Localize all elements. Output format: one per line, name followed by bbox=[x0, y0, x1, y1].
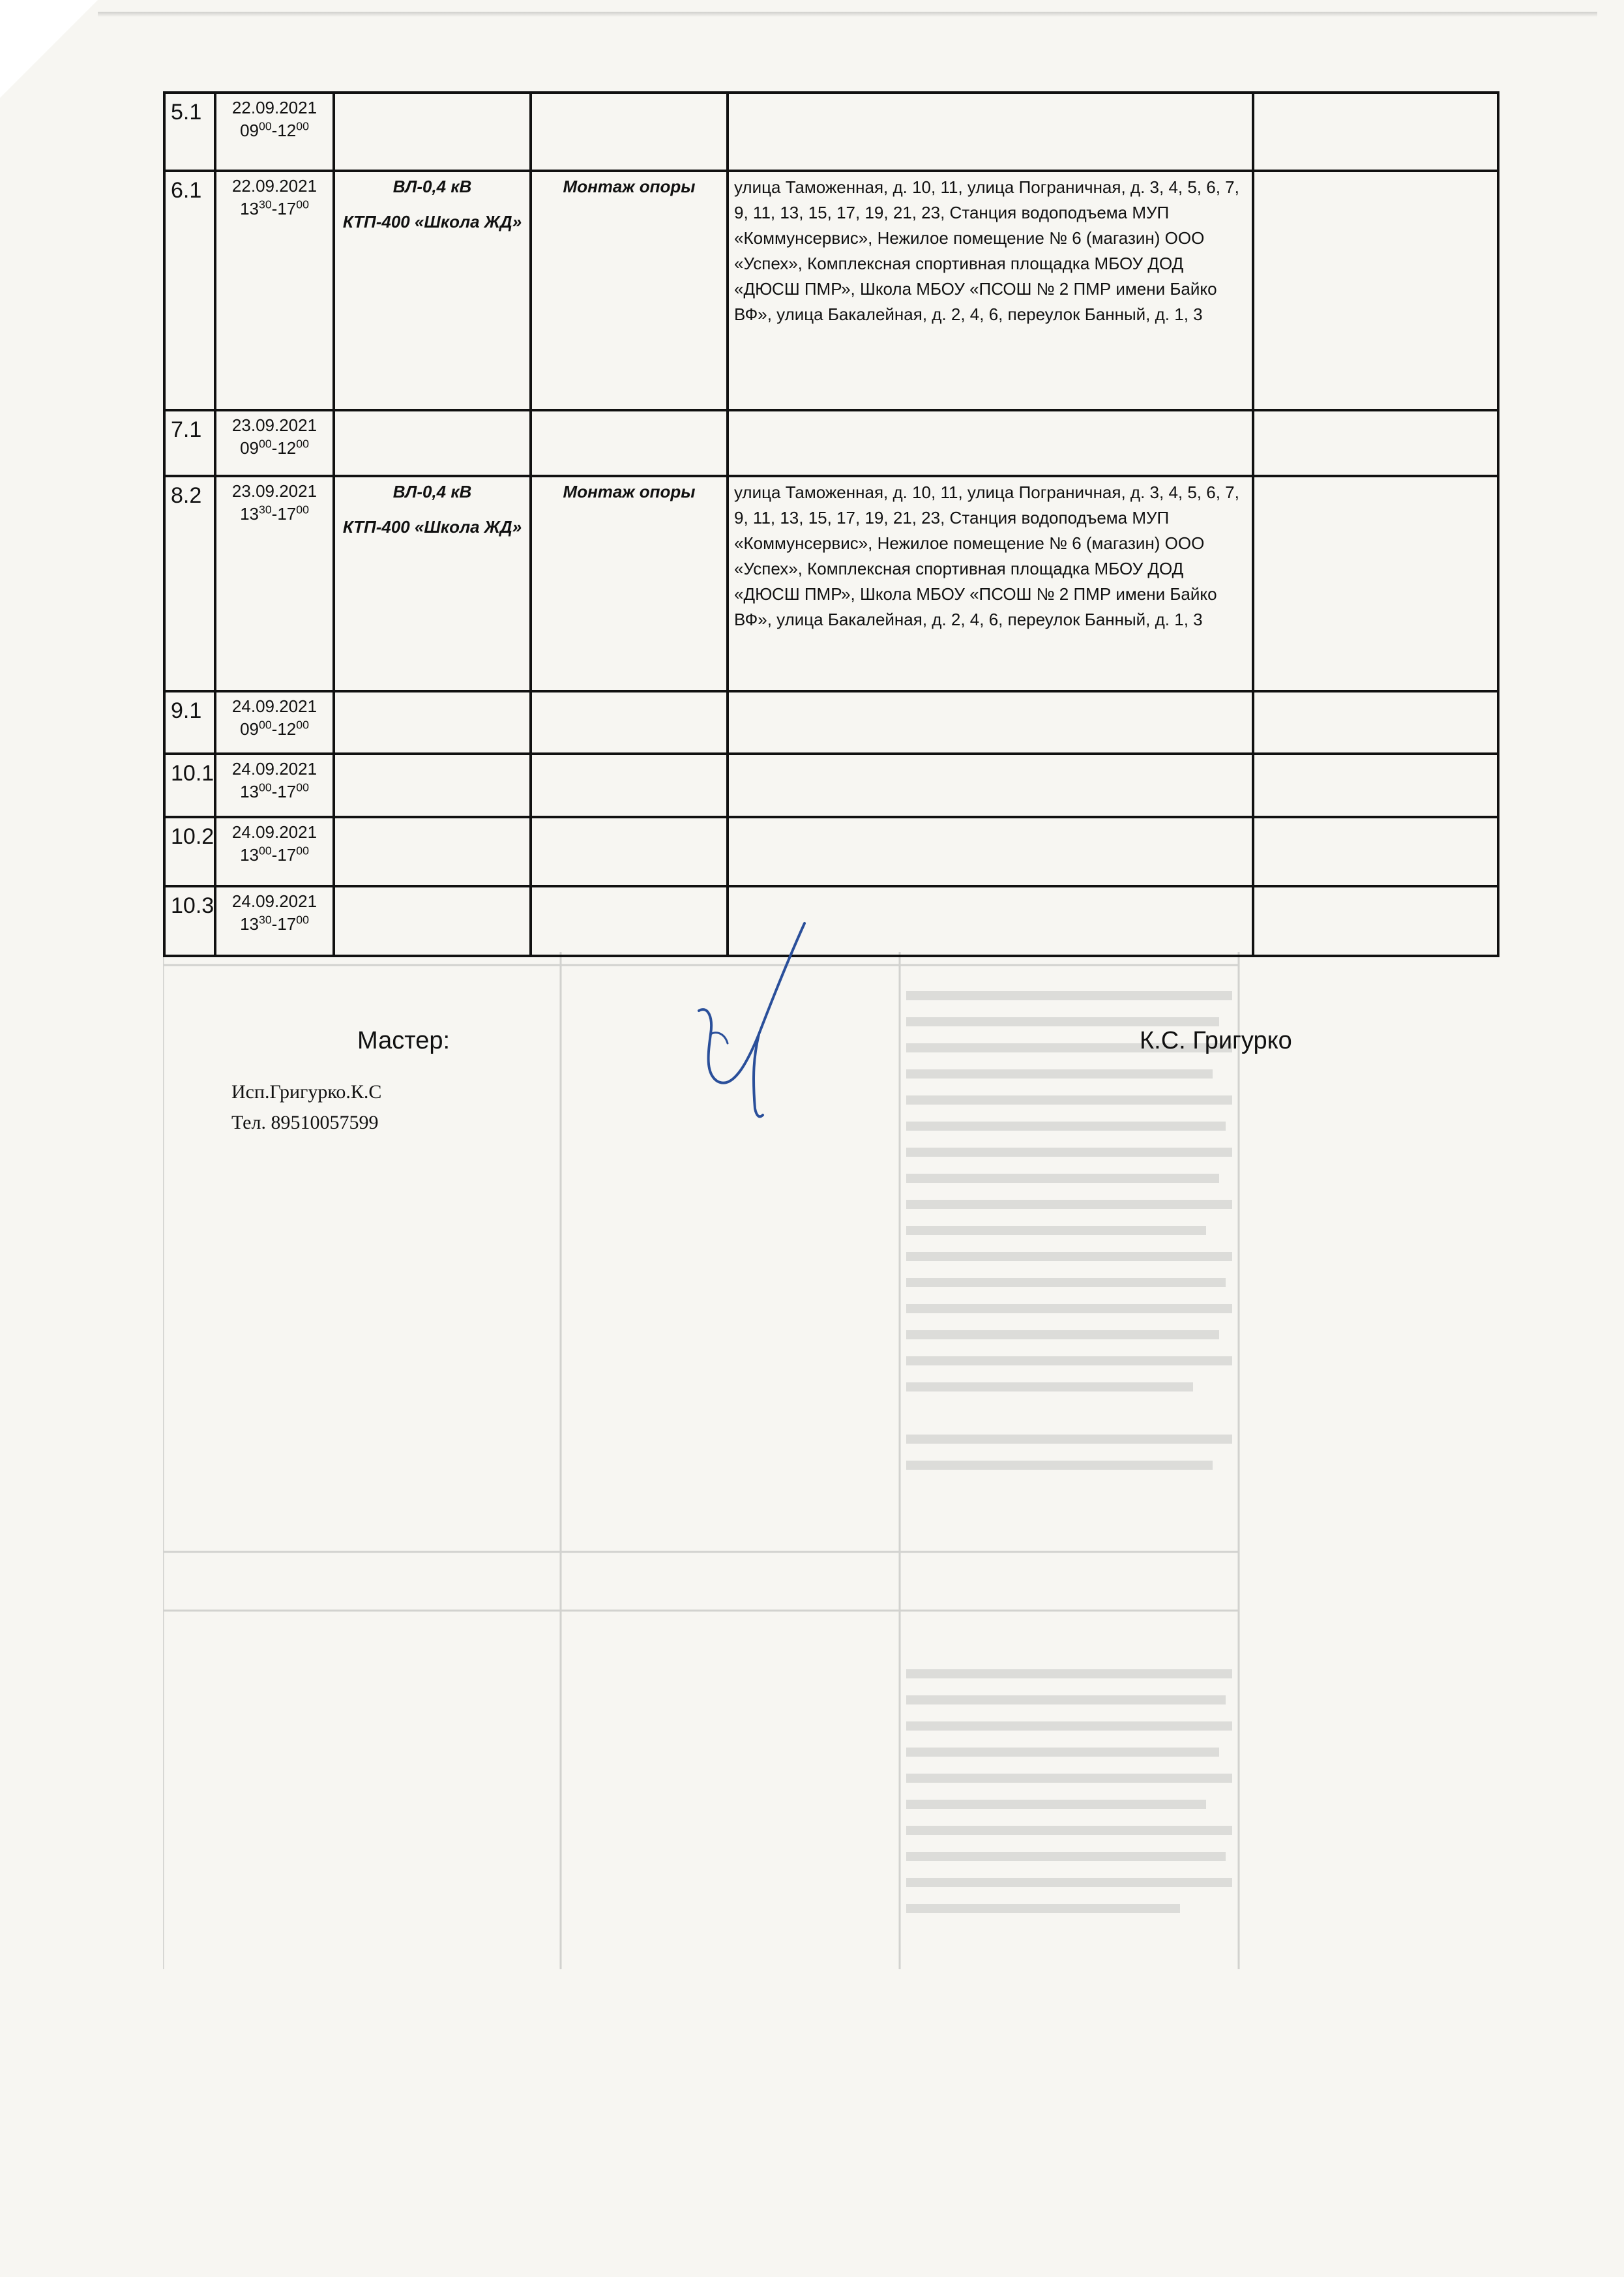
date-time-cell bbox=[215, 817, 334, 886]
row-date: 24.09.2021 bbox=[231, 759, 317, 779]
time-end-minutes: 00 bbox=[296, 503, 309, 516]
notes-cell bbox=[1253, 93, 1498, 171]
time-end: -17 bbox=[271, 782, 297, 802]
row-number: 8.2 bbox=[164, 476, 215, 691]
time-start-minutes: 30 bbox=[259, 503, 272, 516]
object-cell bbox=[334, 754, 531, 817]
time-start: 13 bbox=[240, 504, 259, 524]
time-end: -12 bbox=[271, 121, 297, 141]
row-date: 24.09.2021 bbox=[231, 696, 317, 716]
date-time-cell bbox=[215, 410, 334, 476]
table-row bbox=[164, 410, 1498, 476]
table-row bbox=[164, 476, 1498, 691]
row-number: 9.1 bbox=[164, 691, 215, 754]
time-end-minutes: 00 bbox=[296, 844, 309, 857]
object-line: ВЛ-0,4 кВ bbox=[392, 177, 472, 196]
table-row bbox=[164, 754, 1498, 817]
object-cell bbox=[334, 691, 531, 754]
affected-addresses bbox=[728, 754, 1253, 817]
row-number: 10.3 bbox=[164, 886, 215, 956]
affected-addresses bbox=[728, 817, 1253, 886]
time-start: 13 bbox=[240, 845, 259, 865]
affected-addresses: улица Таможенная, д. 10, 11, улица Пограничная, д. 3, 4, 5, 6, 7, 9, 11, 13, 15, 17, 19, 21, 23, Станция водоподъема МУП «Коммунсервис», Нежилое помещение № 6 (магазин) ООО «Успех», Комплексная спортивная площадка МБОУ ДОД «ДЮСШ ПМР», Школа МБОУ «ПСОШ № 2 ПМР имени Байко ВФ», улица Бакалейная, д. 2, 4, 6, переулок Банный, д. 1, 3 bbox=[728, 171, 1253, 410]
work-type bbox=[531, 410, 728, 476]
time-end-minutes: 00 bbox=[296, 198, 309, 211]
time-end-minutes: 00 bbox=[296, 437, 309, 451]
object-cell bbox=[334, 93, 531, 171]
date-time-cell bbox=[215, 476, 334, 691]
date-time-cell bbox=[215, 754, 334, 817]
time-start: 09 bbox=[240, 719, 259, 739]
work-type bbox=[531, 817, 728, 886]
time-start: 09 bbox=[240, 438, 259, 458]
time-start: 13 bbox=[240, 199, 259, 219]
time-end: -12 bbox=[271, 438, 297, 458]
object-cell bbox=[334, 476, 531, 691]
executor-info bbox=[231, 1077, 381, 1138]
affected-addresses bbox=[728, 93, 1253, 171]
time-end-minutes: 00 bbox=[296, 119, 309, 133]
time-start-minutes: 00 bbox=[259, 844, 272, 857]
row-time bbox=[222, 718, 327, 741]
object-cell bbox=[334, 817, 531, 886]
row-time bbox=[222, 844, 327, 867]
object-line: ВЛ-0,4 кВ bbox=[392, 482, 472, 501]
work-type: Монтаж опоры bbox=[531, 476, 728, 691]
object-cell bbox=[334, 886, 531, 956]
time-end: -17 bbox=[271, 845, 297, 865]
row-date: 23.09.2021 bbox=[231, 481, 317, 501]
substation-name: КТП-400 «Школа ЖД» bbox=[342, 516, 522, 537]
work-type bbox=[531, 691, 728, 754]
row-time bbox=[222, 198, 327, 220]
row-number: 10.2 bbox=[164, 817, 215, 886]
time-end-minutes: 00 bbox=[296, 913, 309, 927]
date-time-cell bbox=[215, 886, 334, 956]
time-end: -17 bbox=[271, 199, 297, 219]
row-date: 24.09.2021 bbox=[231, 891, 317, 911]
executor-name: Исп.Григурко.К.С bbox=[231, 1081, 382, 1103]
row-number: 5.1 bbox=[164, 93, 215, 171]
master-label: Мастер: bbox=[357, 1027, 450, 1054]
time-start: 13 bbox=[240, 782, 259, 802]
table-row bbox=[164, 93, 1498, 171]
row-date: 24.09.2021 bbox=[231, 822, 317, 842]
time-start-minutes: 00 bbox=[259, 718, 272, 732]
row-time bbox=[222, 913, 327, 936]
row-date: 23.09.2021 bbox=[231, 415, 317, 435]
work-type bbox=[531, 93, 728, 171]
table-row bbox=[164, 171, 1498, 410]
substation-name: КТП-400 «Школа ЖД» bbox=[342, 211, 522, 231]
date-time-cell bbox=[215, 171, 334, 410]
handwritten-signature bbox=[691, 919, 834, 1122]
notes-cell bbox=[1253, 476, 1498, 691]
executor-phone: Тел. 89510057599 bbox=[231, 1111, 379, 1133]
schedule-table bbox=[163, 91, 1499, 957]
master-name: К.С. Григурко bbox=[1140, 1027, 1292, 1054]
table-row bbox=[164, 691, 1498, 754]
object-cell bbox=[334, 410, 531, 476]
time-end: -17 bbox=[271, 504, 297, 524]
time-start-minutes: 00 bbox=[259, 119, 272, 133]
affected-addresses bbox=[728, 410, 1253, 476]
scan-edge-shadow bbox=[98, 12, 1597, 17]
row-time bbox=[222, 781, 327, 803]
date-time-cell bbox=[215, 93, 334, 171]
time-end-minutes: 00 bbox=[296, 718, 309, 732]
folded-corner bbox=[0, 0, 98, 98]
affected-addresses bbox=[728, 691, 1253, 754]
row-time bbox=[222, 437, 327, 460]
time-end-minutes: 00 bbox=[296, 781, 309, 794]
time-end: -17 bbox=[271, 914, 297, 934]
work-type: Монтаж опоры bbox=[531, 171, 728, 410]
affected-addresses: улица Таможенная, д. 10, 11, улица Пограничная, д. 3, 4, 5, 6, 7, 9, 11, 13, 15, 17, 19, 21, 23, Станция водоподъема МУП «Коммунсервис», Нежилое помещение № 6 (магазин) ООО «Успех», Комплексная спортивная площадка МБОУ ДОД «ДЮСШ ПМР», Школа МБОУ «ПСОШ № 2 ПМР имени Байко ВФ», улица Бакалейная, д. 2, 4, 6, переулок Банный, д. 1, 3 bbox=[728, 476, 1253, 691]
row-number: 6.1 bbox=[164, 171, 215, 410]
row-number: 7.1 bbox=[164, 410, 215, 476]
table-row bbox=[164, 817, 1498, 886]
row-date: 22.09.2021 bbox=[231, 176, 317, 196]
time-end: -12 bbox=[271, 719, 297, 739]
time-start-minutes: 30 bbox=[259, 913, 272, 927]
date-time-cell bbox=[215, 691, 334, 754]
time-start-minutes: 00 bbox=[259, 781, 272, 794]
notes-cell bbox=[1253, 410, 1498, 476]
notes-cell bbox=[1253, 171, 1498, 410]
notes-cell bbox=[1253, 754, 1498, 817]
row-date: 22.09.2021 bbox=[231, 98, 317, 117]
time-start-minutes: 00 bbox=[259, 437, 272, 451]
row-time bbox=[222, 503, 327, 526]
time-start: 09 bbox=[240, 121, 259, 141]
row-time bbox=[222, 119, 327, 142]
row-number: 10.1 bbox=[164, 754, 215, 817]
work-type bbox=[531, 754, 728, 817]
object-cell bbox=[334, 171, 531, 410]
notes-cell bbox=[1253, 817, 1498, 886]
notes-cell bbox=[1253, 691, 1498, 754]
time-start: 13 bbox=[240, 914, 259, 934]
time-start-minutes: 30 bbox=[259, 198, 272, 211]
notes-cell bbox=[1253, 886, 1498, 956]
